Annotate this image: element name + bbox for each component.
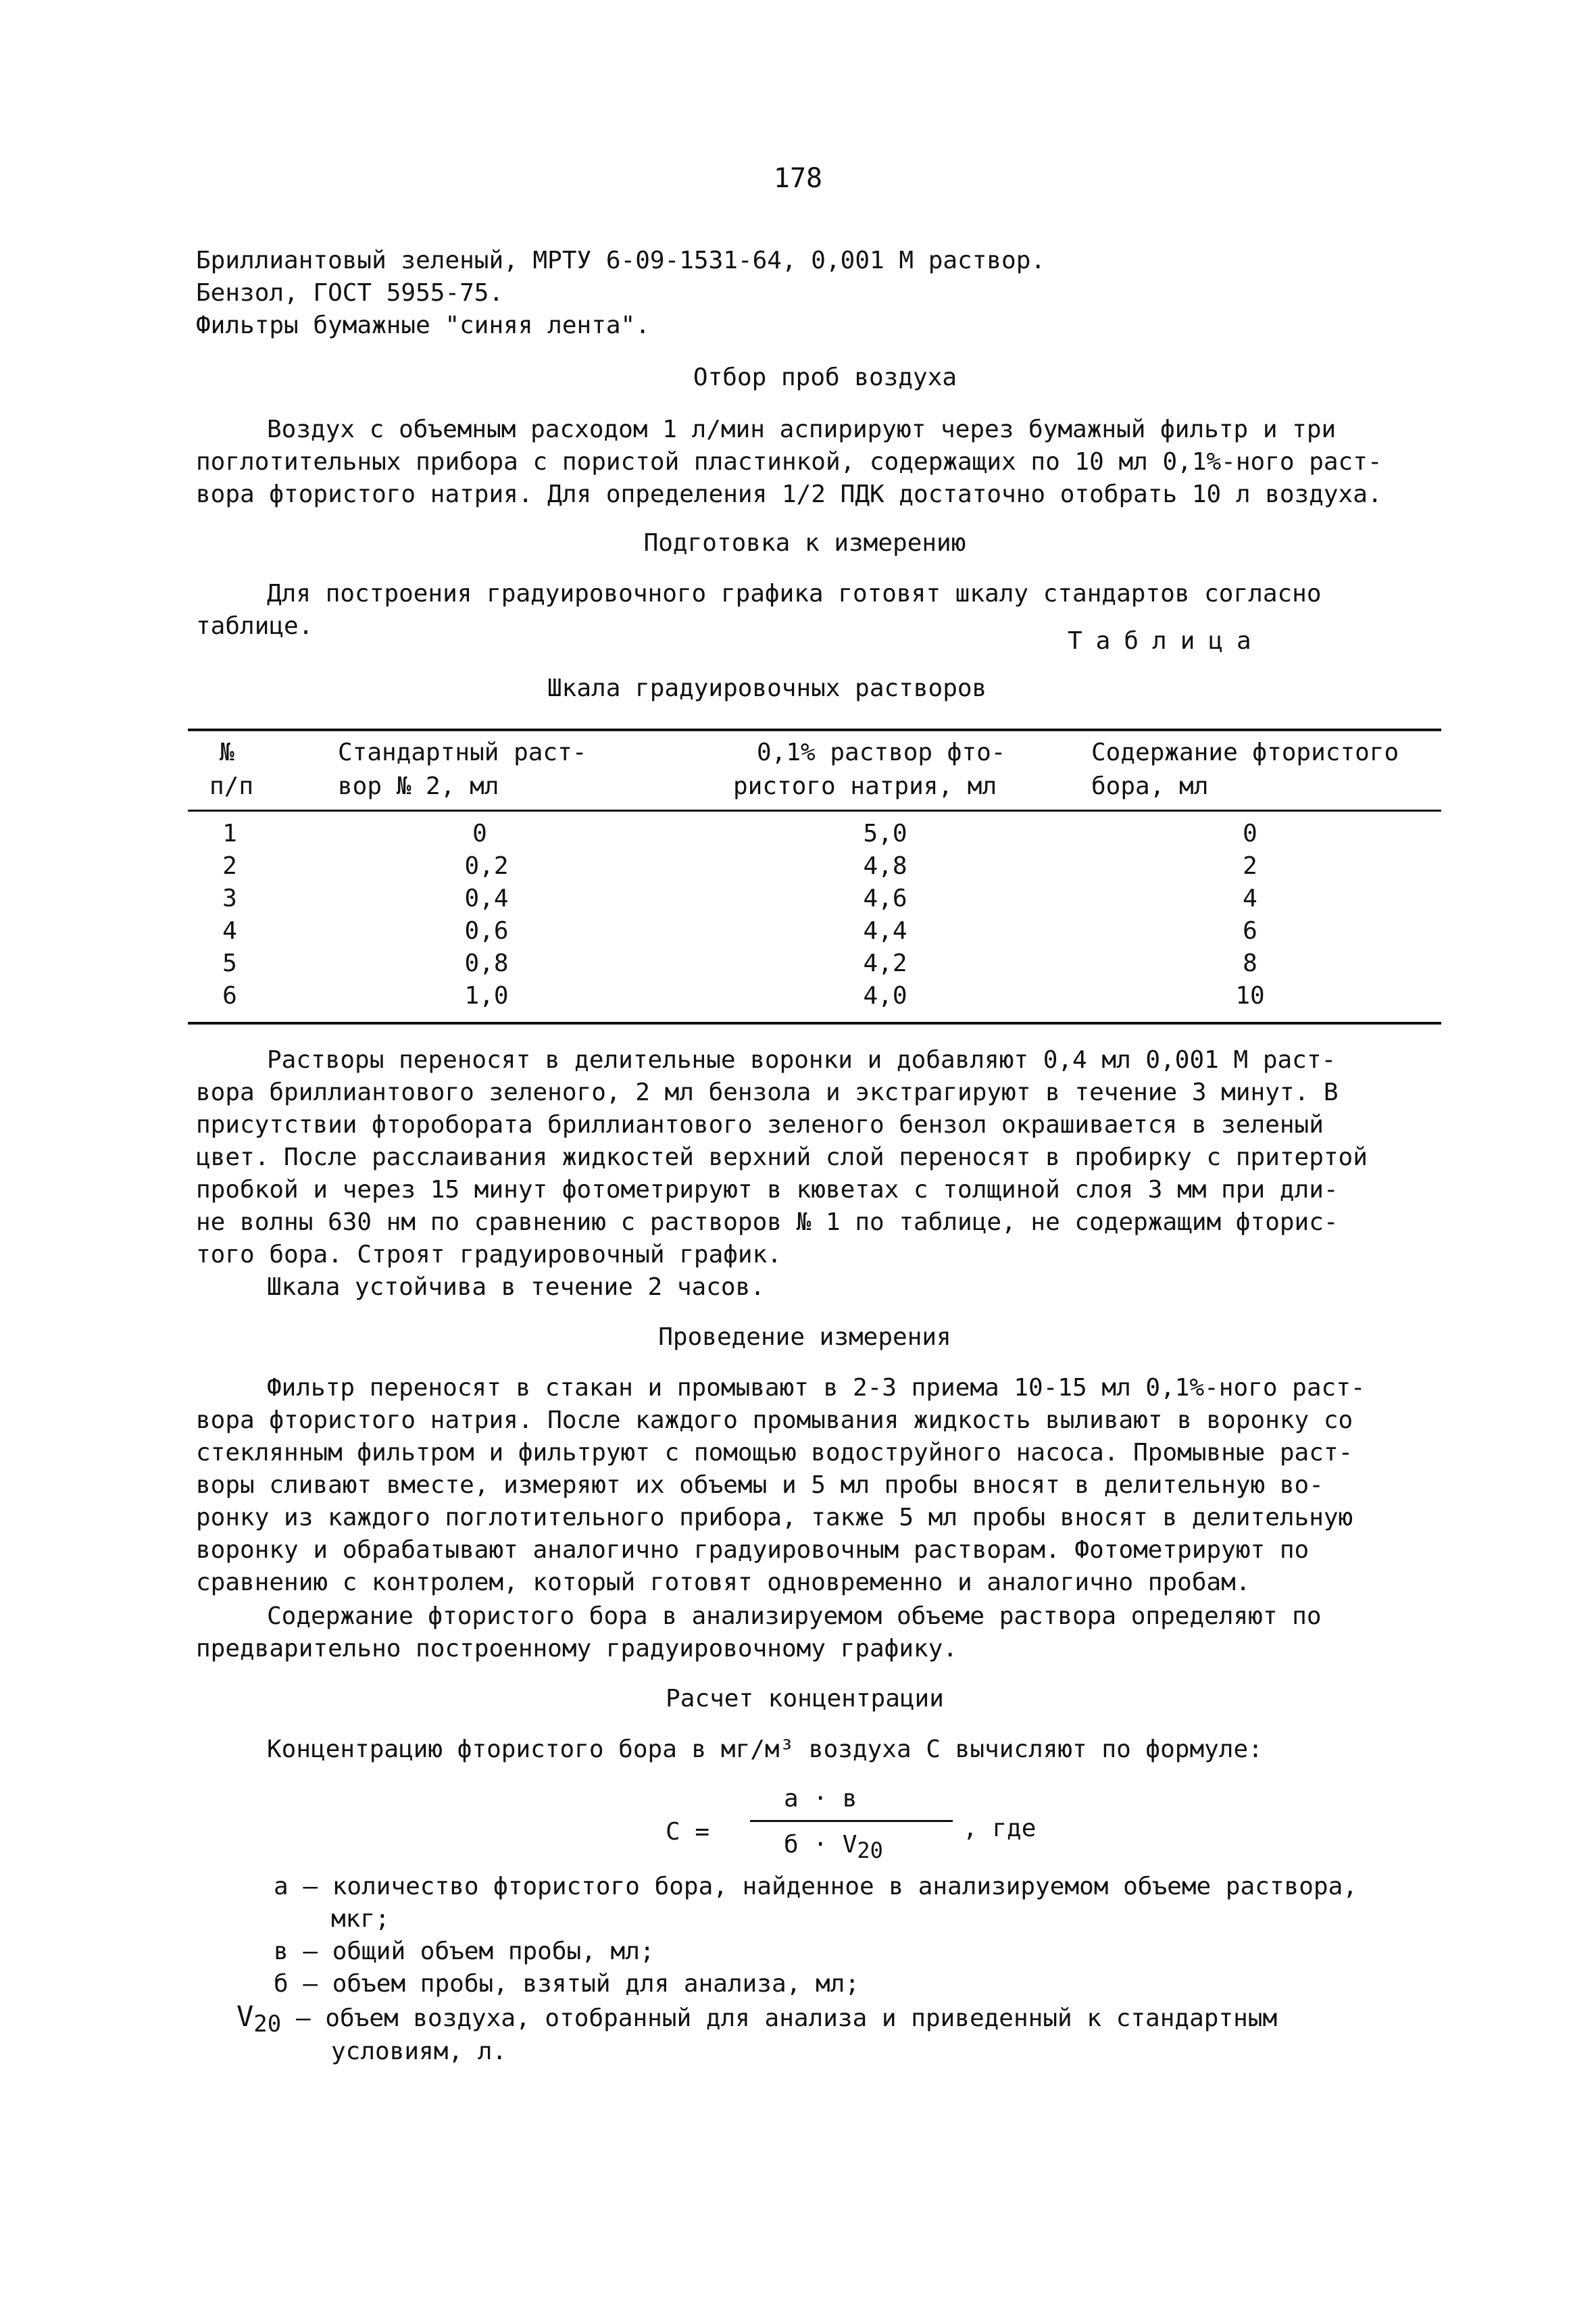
denominator-text: б · V: [784, 1831, 857, 1858]
paragraph-line: предварительно построенному градуировочному графику.: [196, 1635, 958, 1663]
cell-bf: 10: [1235, 982, 1265, 1010]
paragraph-line: поглотительных прибора с пористой пластинкой, содержащих по 10 мл 0,1%-ного раст-: [196, 448, 1382, 476]
reagent-line: Фильтры бумажные "синяя лента".: [196, 312, 650, 339]
cell-num: 6: [222, 982, 237, 1010]
legend-symbol: в: [274, 1938, 289, 1965]
cell-bf: 0: [1243, 820, 1257, 847]
page-number: 178: [773, 163, 823, 194]
denominator-subscript: 20: [857, 1838, 883, 1864]
cell-bf: 4: [1243, 885, 1257, 912]
cell-num: 5: [222, 950, 237, 977]
legend-text: общий объем пробы, мл;: [332, 1938, 655, 1965]
cell-num: 4: [222, 917, 237, 945]
cell-bf: 2: [1243, 852, 1257, 880]
paragraph-line: Растворы переносят в делительные воронки и добавляют 0,4 мл 0,001 М раст-: [267, 1046, 1337, 1074]
paragraph-line: цвет. После расслаивания жидкостей верхний слой переносят в пробирку с притертой: [196, 1143, 1368, 1171]
table-label: Таблица: [1068, 627, 1265, 655]
stability-note: Шкала устойчива в течение 2 часов.: [267, 1273, 765, 1301]
paragraph-line: пробкой и через 15 минут фотометрируют в кюветах с толщиной слоя 3 мм при дли-: [196, 1176, 1339, 1204]
legend-text: количество фтористого бора, найденное в анализируемом объеме раствора,: [332, 1873, 1357, 1900]
legend-dash: –: [295, 2004, 311, 2032]
table-caption: Шкала градуировочных растворов: [547, 674, 987, 702]
table-bottom-rule: [188, 1022, 1441, 1025]
reagent-line: Бензол, ГОСТ 5955-75.: [196, 279, 504, 307]
cell-std: 0: [472, 820, 487, 847]
legend-text: объем пробы, взятый для анализа, мл;: [332, 1970, 860, 1998]
legend-dash: –: [303, 1873, 318, 1900]
section-title-calculation: Расчет концентрации: [666, 1685, 944, 1713]
cell-std: 0,2: [464, 852, 509, 880]
cell-std: 1,0: [464, 982, 509, 1010]
header-col1-line1: №: [220, 739, 234, 766]
paragraph-line: Для построения градуировочного графика готовят шкалу стандартов согласно: [267, 580, 1322, 608]
header-col3-line1: 0,1% раствор фто-: [757, 739, 1006, 766]
cell-naf: 4,6: [863, 885, 907, 912]
header-col4-line1: Содержание фтористого: [1091, 739, 1399, 766]
cell-naf: 4,2: [863, 950, 907, 977]
cell-num: 3: [222, 885, 237, 912]
paragraph-line: не волны 630 нм по сравнению с растворов № 1 по таблице, не содержащим фторис-: [196, 1208, 1339, 1236]
section-title-sampling: Отбор проб воздуха: [693, 364, 957, 391]
paragraph-line: присутствии фторобората бриллиантового зеленого бензол окрашивается в зеленый: [196, 1111, 1324, 1139]
cell-std: 0,6: [464, 917, 509, 945]
paragraph-line: вора бриллиантового зеленого, 2 мл бензола и экстрагируют в течение 3 минут. В: [196, 1079, 1339, 1106]
formula-denominator: [784, 1829, 883, 1867]
formula-suffix: , где: [963, 1815, 1037, 1842]
cell-naf: 4,8: [863, 852, 907, 880]
legend-symbol: а: [274, 1873, 289, 1900]
cell-naf: 5,0: [863, 820, 907, 847]
legend-dash: –: [303, 1970, 318, 1998]
legend-symbol: б: [274, 1970, 289, 1998]
cell-naf: 4,0: [863, 982, 907, 1010]
paragraph-line: сравнению с контролем, который готовят одновременно и аналогично пробам.: [196, 1569, 1251, 1596]
legend-symbol: V: [236, 2000, 254, 2033]
reagent-line: Бриллиантовый зеленый, МРТУ 6-09-1531-64, 0,001 М раствор.: [196, 247, 1046, 274]
paragraph-line: Фильтр переносят в стакан и промывают в 2-3 приема 10-15 мл 0,1%-ного раст-: [267, 1374, 1366, 1402]
paragraph-line: Воздух с объемным расходом 1 л/мин аспирируют через бумажный фильтр и три: [267, 416, 1337, 443]
header-col2-line1: Стандартный раст-: [338, 739, 587, 766]
formula-intro: Концентрацию фтористого бора в мг/м³ воздуха С вычисляют по формуле:: [267, 1736, 1263, 1763]
fraction-line: [750, 1820, 953, 1822]
paragraph-line: вора фтористого натрия. Для определения 1/2 ПДК достаточно отобрать 10 л воздуха.: [196, 481, 1382, 508]
paragraph-line: стеклянным фильтром и фильтруют с помощью водоструйного насоса. Промывные раст-: [196, 1439, 1353, 1467]
legend-item: [236, 2000, 1277, 2040]
paragraph-line: того бора. Строят градуировочный график.: [196, 1241, 782, 1269]
paragraph-line: вора фтористого натрия. После каждого промывания жидкость выливают в воронку со: [196, 1406, 1353, 1434]
legend-item: [274, 1968, 859, 2000]
cell-std: 0,4: [464, 885, 509, 912]
legend-item: [274, 1936, 655, 1968]
paragraph-line: Содержание фтористого бора в анализируемом объеме раствора определяют по: [267, 1602, 1322, 1630]
paragraph-line: ронку из каждого поглотительного прибора, также 5 мл пробы вносят в делительную: [196, 1504, 1353, 1531]
legend-continuation: условиям, л.: [331, 2038, 507, 2065]
table-top-rule: [188, 729, 1441, 731]
header-col1-line2: п/п: [209, 772, 254, 800]
legend-item: [274, 1871, 1357, 1903]
cell-num: 2: [222, 852, 237, 880]
cell-bf: 6: [1243, 917, 1257, 945]
table-header-rule: [188, 810, 1441, 812]
legend-text: объем воздуха, отобранный для анализа и приведенный к стандартным: [325, 2004, 1278, 2032]
paragraph-line: воры сливают вместе, измеряют их объемы и 5 мл пробы вносят в делительную во-: [196, 1471, 1324, 1499]
formula-lhs: С =: [666, 1818, 710, 1846]
cell-num: 1: [222, 820, 237, 847]
header-col4-line2: бора, мл: [1091, 772, 1209, 800]
header-col3-line2: ристого натрия, мл: [733, 772, 997, 800]
legend-subscript: 20: [253, 2011, 282, 2038]
header-col2-line2: вор № 2, мл: [338, 772, 499, 800]
section-title-preparation: Подготовка к измерению: [643, 529, 966, 557]
formula-numerator: а · в: [784, 1785, 857, 1813]
cell-std: 0,8: [464, 950, 509, 977]
cell-bf: 8: [1243, 950, 1257, 977]
paragraph-line: воронку и обрабатывают аналогично градуировочным растворам. Фотометрируют по: [196, 1536, 1310, 1564]
legend-continuation: мкг;: [331, 1905, 390, 1933]
cell-naf: 4,4: [863, 917, 907, 945]
section-title-measurement: Проведение измерения: [658, 1323, 951, 1351]
paragraph-line: таблице.: [196, 612, 314, 640]
legend-dash: –: [303, 1938, 318, 1965]
